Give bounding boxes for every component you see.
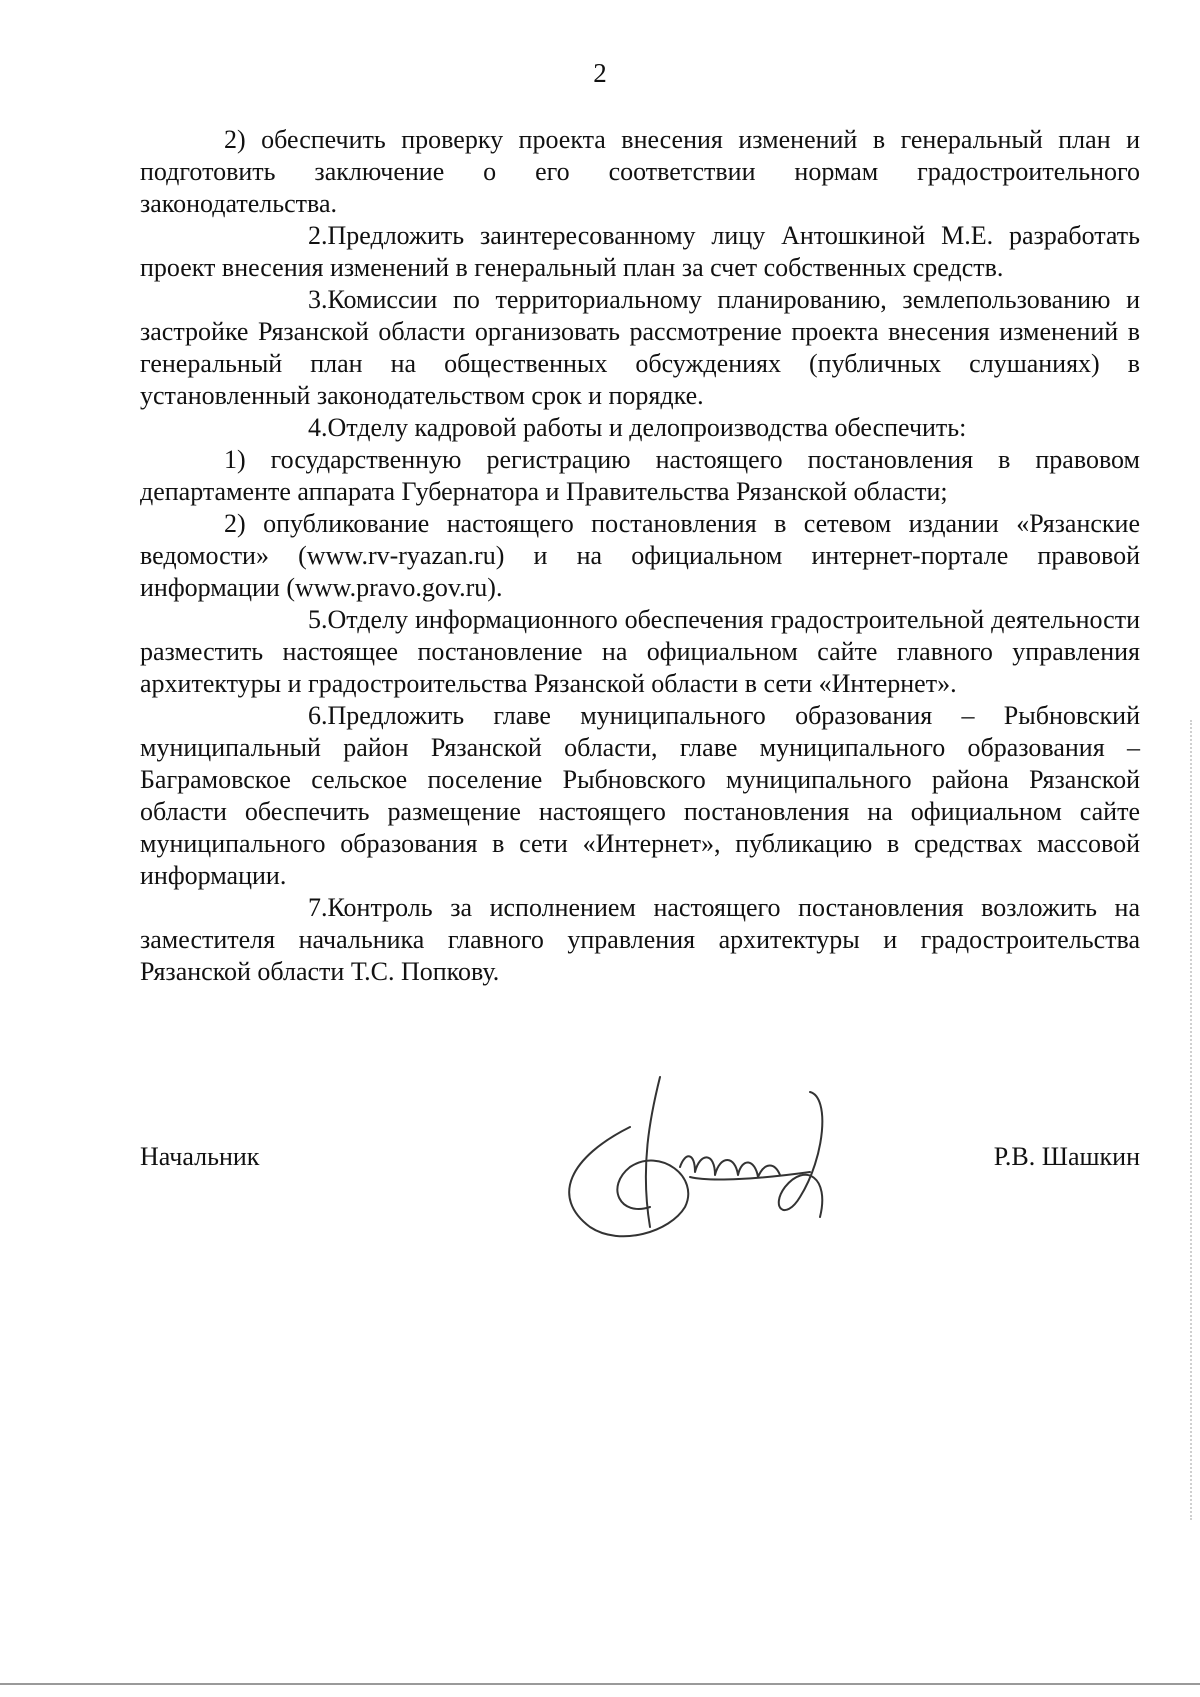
paragraph-3 — [140, 284, 1140, 412]
signature-block — [140, 1132, 1140, 1282]
paragraph-number: 3. — [308, 285, 328, 314]
paragraph-4 — [140, 412, 1140, 444]
document-body — [140, 124, 1140, 988]
paragraph-5 — [140, 604, 1140, 700]
paragraph-number: 4. — [308, 413, 328, 442]
paragraph-text: Контроль за исполнением настоящего постановления возложить на заместителя начальника главного управления архитектуры и градостроительства Рязанской области Т.С. Попкову. — [140, 893, 1140, 986]
paragraph-2 — [140, 220, 1140, 284]
paragraph-text: Комиссии по территориальному планированию, землепользованию и застройке Рязанской области организовать рассмотрение проекта внесения изменений в генеральный план на общественных обсуждениях (публичных слушаниях) в установленный законодательством срок и порядке. — [140, 285, 1140, 410]
paragraph-text: Отделу информационного обеспечения градостроительной деятельности разместить настоящее постановление на официальном сайте главного управления архитектуры и градостроительства Рязанской области в сети «Интернет». — [140, 605, 1140, 698]
paragraph-4-2 — [140, 508, 1140, 604]
paragraph-text: 2) опубликование настоящего постановления в сетевом издании «Рязанские ведомости» (www.rv-ryazan.ru) и на официальном интернет-портале правовой информации (www.pravo.gov.ru). — [140, 509, 1140, 602]
paragraph-number: 2. — [308, 221, 328, 250]
page-number: 2 — [593, 58, 607, 88]
paragraph-text: Предложить заинтересованному лицу Антошкиной М.Е. разработать проект внесения изменений в генеральный план за счет собственных средств. — [140, 221, 1140, 282]
paragraph-6 — [140, 700, 1140, 892]
paragraph-4-1 — [140, 444, 1140, 508]
paragraph-text: 2) обеспечить проверку проекта внесения изменений в генеральный план и подготовить заключение о его соответствии нормам градостроительного законодательства. — [140, 125, 1140, 218]
handwritten-signature — [510, 1057, 870, 1257]
paragraph-number: 7. — [308, 893, 328, 922]
page-bottom-edge — [0, 1683, 1200, 1685]
paragraph-7 — [140, 892, 1140, 988]
paragraph-number: 6. — [308, 701, 328, 730]
paragraph-text: Предложить главе муниципального образования – Рыбновский муниципальный район Рязанской области, главе муниципального образования – Баграмовское сельское поселение Рыбновского муниципального района Рязанской области обеспечить размещение настоящего постановления на официальном сайте муниципального образования в сети «Интернет», публикацию в средствах массовой информации. — [140, 701, 1140, 890]
scan-edge-artifact — [1190, 720, 1194, 1520]
paragraph-text: Отделу кадровой работы и делопроизводства обеспечить: — [327, 413, 967, 442]
paragraph-number: 5. — [308, 605, 328, 634]
signatory-title: Начальник — [140, 1142, 260, 1171]
paragraph-text: 1) государственную регистрацию настоящего постановления в правовом департаменте аппарата Губернатора и Правительства Рязанской области; — [140, 445, 1140, 506]
paragraph-1-2 — [140, 124, 1140, 220]
signatory-name: Р.В. Шашкин — [993, 1142, 1140, 1171]
